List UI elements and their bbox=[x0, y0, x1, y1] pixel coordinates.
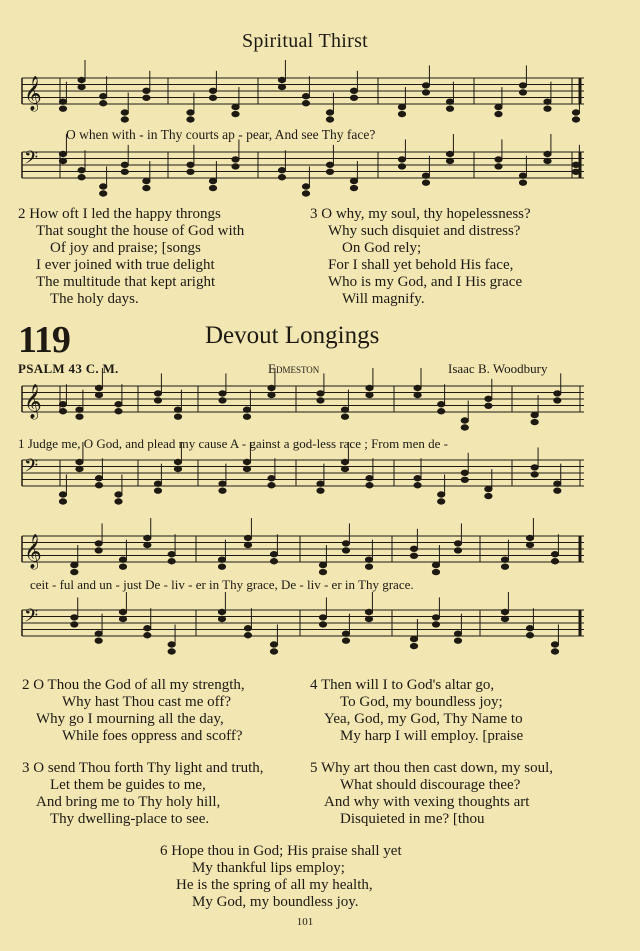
note-head bbox=[317, 398, 324, 403]
note-head bbox=[319, 562, 326, 567]
note-head bbox=[59, 151, 66, 156]
verse-line: Disquieted in me? [thou bbox=[340, 811, 485, 827]
note-head bbox=[454, 541, 461, 546]
verse-line: To God, my boundless joy; bbox=[340, 694, 503, 710]
note-head bbox=[71, 562, 78, 567]
note-head bbox=[270, 552, 277, 557]
note-head bbox=[551, 552, 558, 557]
note-head bbox=[144, 542, 151, 547]
note-head bbox=[218, 564, 225, 569]
note-head bbox=[144, 626, 151, 631]
note-head bbox=[95, 392, 102, 397]
note-head bbox=[531, 419, 538, 424]
note-head bbox=[398, 104, 405, 109]
hymn-119-verse-3 bbox=[22, 760, 264, 828]
note-head bbox=[432, 569, 439, 574]
note-head bbox=[432, 615, 439, 620]
note-head bbox=[76, 466, 83, 471]
note-head bbox=[78, 168, 85, 173]
note-head bbox=[59, 409, 66, 414]
note-head bbox=[95, 476, 102, 481]
note-head bbox=[95, 638, 102, 643]
verse-line: For I shall yet behold His face, bbox=[328, 257, 514, 273]
note-head bbox=[209, 185, 216, 190]
note-head bbox=[342, 541, 349, 546]
note-head bbox=[414, 392, 421, 397]
note-head bbox=[243, 466, 250, 471]
note-head bbox=[544, 158, 551, 163]
note-head bbox=[174, 466, 181, 471]
note-head bbox=[115, 402, 122, 407]
note-head bbox=[168, 642, 175, 647]
note-head bbox=[554, 488, 561, 493]
note-head bbox=[446, 158, 453, 163]
note-head bbox=[554, 398, 561, 403]
note-head bbox=[544, 151, 551, 156]
verse-line: I ever joined with true delight bbox=[36, 257, 215, 273]
note-head bbox=[78, 175, 85, 180]
treble-clef: 𝄞 bbox=[24, 76, 42, 111]
note-head bbox=[519, 83, 526, 88]
note-head bbox=[232, 164, 239, 169]
note-head bbox=[485, 486, 492, 491]
note-head bbox=[531, 465, 538, 470]
hymn-118-lyric-line: O when with - in Thy courts ap - pear, And see Thy face? bbox=[66, 127, 376, 142]
note-head bbox=[168, 552, 175, 557]
note-head bbox=[317, 391, 324, 396]
note-head bbox=[326, 117, 333, 122]
note-head bbox=[485, 403, 492, 408]
bass-clef: 𝄢 bbox=[24, 456, 39, 481]
note-head bbox=[143, 178, 150, 183]
note-head bbox=[422, 83, 429, 88]
tune-name: Edmeston bbox=[268, 361, 320, 376]
note-head bbox=[278, 175, 285, 180]
note-head bbox=[95, 483, 102, 488]
note-head bbox=[218, 616, 225, 621]
note-head bbox=[410, 546, 417, 551]
verse-line: Let them be guides to me, bbox=[50, 777, 206, 793]
note-head bbox=[218, 557, 225, 562]
note-head bbox=[59, 492, 66, 497]
note-head bbox=[366, 483, 373, 488]
hymn-number: 119 bbox=[18, 319, 70, 361]
note-head bbox=[526, 542, 533, 547]
hymn-119-title: Devout Longings bbox=[205, 322, 380, 349]
note-head bbox=[143, 185, 150, 190]
note-head bbox=[59, 99, 66, 104]
note-head bbox=[119, 557, 126, 562]
note-head bbox=[319, 622, 326, 627]
note-head bbox=[144, 535, 151, 540]
note-head bbox=[119, 609, 126, 614]
note-head bbox=[501, 616, 508, 621]
note-head bbox=[454, 638, 461, 643]
note-head bbox=[121, 110, 128, 115]
note-head bbox=[454, 631, 461, 636]
note-head bbox=[209, 88, 216, 93]
verse-line: 5 Why art thou then cast down, my soul, bbox=[310, 760, 554, 776]
note-head bbox=[572, 117, 579, 122]
note-head bbox=[572, 169, 579, 174]
note-head bbox=[317, 488, 324, 493]
note-head bbox=[398, 157, 405, 162]
note-head bbox=[342, 548, 349, 553]
note-head bbox=[342, 631, 349, 636]
hymn-119-verse-6 bbox=[160, 843, 402, 911]
note-head bbox=[219, 398, 226, 403]
note-head bbox=[100, 94, 107, 99]
note-head bbox=[414, 385, 421, 390]
note-head bbox=[119, 616, 126, 621]
note-head bbox=[485, 493, 492, 498]
note-head bbox=[268, 385, 275, 390]
verse-line: Why such disquiet and distress? bbox=[328, 223, 521, 239]
verse-line: And why with vexing thoughts art bbox=[324, 794, 530, 810]
note-head bbox=[519, 90, 526, 95]
note-head bbox=[446, 106, 453, 111]
note-head bbox=[438, 499, 445, 504]
hymn-118-verse-3 bbox=[310, 206, 531, 308]
note-head bbox=[270, 649, 277, 654]
note-head bbox=[302, 184, 309, 189]
note-head bbox=[71, 569, 78, 574]
note-head bbox=[121, 117, 128, 122]
note-head bbox=[95, 548, 102, 553]
note-head bbox=[187, 162, 194, 167]
note-head bbox=[232, 111, 239, 116]
note-head bbox=[495, 157, 502, 162]
composer: Isaac B. Woodbury bbox=[448, 361, 548, 376]
hymn-119-verse-4 bbox=[310, 677, 523, 745]
note-head bbox=[174, 459, 181, 464]
note-head bbox=[59, 158, 66, 163]
note-head bbox=[143, 95, 150, 100]
verse-line: While foes oppress and scoff? bbox=[62, 728, 243, 744]
note-head bbox=[278, 77, 285, 82]
verse-line: Who is my God, and I His grace bbox=[328, 274, 523, 290]
note-head bbox=[365, 564, 372, 569]
note-head bbox=[154, 391, 161, 396]
note-head bbox=[115, 492, 122, 497]
note-head bbox=[398, 111, 405, 116]
note-head bbox=[410, 643, 417, 648]
note-head bbox=[209, 95, 216, 100]
note-head bbox=[71, 615, 78, 620]
note-head bbox=[526, 633, 533, 638]
note-head bbox=[76, 459, 83, 464]
note-head bbox=[187, 110, 194, 115]
note-head bbox=[243, 414, 250, 419]
verse-line: Will magnify. bbox=[342, 291, 425, 307]
note-head bbox=[78, 84, 85, 89]
note-head bbox=[414, 476, 421, 481]
note-head bbox=[501, 564, 508, 569]
note-head bbox=[454, 548, 461, 553]
treble-clef: 𝄞 bbox=[24, 534, 42, 569]
note-head bbox=[76, 407, 83, 412]
psalm-meter: PSALM 43 C. M. bbox=[18, 361, 119, 376]
hymn-118-title: Spiritual Thirst bbox=[241, 30, 369, 52]
note-head bbox=[410, 636, 417, 641]
hymn-119-verse-2 bbox=[22, 677, 245, 745]
note-head bbox=[365, 609, 372, 614]
note-head bbox=[218, 609, 225, 614]
note-head bbox=[219, 391, 226, 396]
note-head bbox=[319, 615, 326, 620]
note-head bbox=[78, 77, 85, 82]
note-head bbox=[366, 385, 373, 390]
note-head bbox=[342, 638, 349, 643]
note-head bbox=[244, 542, 251, 547]
note-head bbox=[341, 414, 348, 419]
note-head bbox=[461, 418, 468, 423]
note-head bbox=[302, 94, 309, 99]
note-head bbox=[495, 104, 502, 109]
note-head bbox=[144, 633, 151, 638]
verse-line: Thy dwelling-place to see. bbox=[50, 811, 210, 827]
note-head bbox=[446, 99, 453, 104]
note-head bbox=[526, 626, 533, 631]
note-head bbox=[115, 499, 122, 504]
note-head bbox=[572, 162, 579, 167]
note-head bbox=[461, 477, 468, 482]
note-head bbox=[365, 557, 372, 562]
note-head bbox=[59, 499, 66, 504]
note-head bbox=[121, 162, 128, 167]
note-head bbox=[174, 407, 181, 412]
verse-line: 3 O send Thou forth Thy light and truth, bbox=[22, 760, 264, 776]
note-head bbox=[95, 631, 102, 636]
note-head bbox=[244, 535, 251, 540]
verse-line: Of joy and praise; [songs bbox=[50, 240, 201, 256]
treble-clef: 𝄞 bbox=[24, 384, 42, 419]
note-head bbox=[461, 425, 468, 430]
note-head bbox=[519, 173, 526, 178]
note-head bbox=[244, 626, 251, 631]
note-head bbox=[268, 476, 275, 481]
verse-line: And bring me to Thy holy hill, bbox=[36, 794, 221, 810]
note-head bbox=[350, 178, 357, 183]
note-head bbox=[244, 633, 251, 638]
note-head bbox=[168, 559, 175, 564]
note-head bbox=[268, 483, 275, 488]
note-head bbox=[501, 557, 508, 562]
verse-line: On God rely; bbox=[342, 240, 422, 256]
hymn-118-verse-2 bbox=[18, 206, 244, 308]
note-head bbox=[95, 541, 102, 546]
verse-line: 2 O Thou the God of all my strength, bbox=[22, 677, 245, 693]
hymn-119-verse-5 bbox=[310, 760, 553, 828]
note-head bbox=[59, 106, 66, 111]
note-head bbox=[350, 185, 357, 190]
verse-line: The multitude that kept aright bbox=[36, 274, 216, 290]
note-head bbox=[270, 642, 277, 647]
note-head bbox=[243, 459, 250, 464]
note-head bbox=[432, 622, 439, 627]
note-head bbox=[366, 476, 373, 481]
hymn-119-lyric-line-1: 1 Judge me, O God, and plead my cause A - gainst a god-less race ; From men de - bbox=[18, 436, 448, 451]
note-head bbox=[95, 385, 102, 390]
note-head bbox=[554, 391, 561, 396]
verse-line: 3 O why, my soul, thy hopelessness? bbox=[310, 206, 531, 222]
note-head bbox=[422, 173, 429, 178]
note-head bbox=[119, 564, 126, 569]
note-head bbox=[398, 164, 405, 169]
verse-line: Yea, God, my God, Thy Name to bbox=[324, 711, 523, 727]
note-head bbox=[438, 402, 445, 407]
note-head bbox=[544, 99, 551, 104]
note-head bbox=[302, 101, 309, 106]
note-head bbox=[519, 180, 526, 185]
note-head bbox=[446, 151, 453, 156]
note-head bbox=[187, 117, 194, 122]
bass-clef: 𝄢 bbox=[24, 606, 39, 631]
note-head bbox=[341, 459, 348, 464]
note-head bbox=[551, 642, 558, 647]
note-head bbox=[495, 111, 502, 116]
note-head bbox=[143, 88, 150, 93]
note-head bbox=[59, 402, 66, 407]
note-head bbox=[544, 106, 551, 111]
verse-line: What should discourage thee? bbox=[340, 777, 521, 793]
verse-line: The holy days. bbox=[50, 291, 139, 307]
note-head bbox=[319, 569, 326, 574]
note-head bbox=[209, 178, 216, 183]
note-head bbox=[232, 104, 239, 109]
note-head bbox=[341, 407, 348, 412]
note-head bbox=[551, 649, 558, 654]
note-head bbox=[410, 553, 417, 558]
note-head bbox=[350, 95, 357, 100]
note-head bbox=[365, 616, 372, 621]
note-head bbox=[168, 649, 175, 654]
note-head bbox=[531, 472, 538, 477]
note-head bbox=[438, 409, 445, 414]
note-head bbox=[278, 168, 285, 173]
note-head bbox=[187, 169, 194, 174]
note-head bbox=[268, 392, 275, 397]
note-head bbox=[350, 88, 357, 93]
verse-line: My thankful lips employ; bbox=[192, 860, 345, 876]
note-head bbox=[572, 110, 579, 115]
verse-line: 4 Then will I to God's altar go, bbox=[310, 677, 495, 693]
note-head bbox=[174, 414, 181, 419]
note-head bbox=[154, 481, 161, 486]
hymn-119-lyric-line-2: ceit - ful and un - just De - liv - er in Thy grace, De - liv - er in Thy grace. bbox=[30, 577, 414, 592]
verse-line: My harp I will employ. [praise bbox=[340, 728, 524, 744]
note-head bbox=[154, 398, 161, 403]
note-head bbox=[485, 396, 492, 401]
note-head bbox=[219, 481, 226, 486]
note-head bbox=[326, 110, 333, 115]
note-heads bbox=[59, 60, 579, 654]
verse-line: Why hast Thou cast me off? bbox=[62, 694, 231, 710]
note-head bbox=[100, 101, 107, 106]
verse-line: 6 Hope thou in God; His praise shall yet bbox=[160, 843, 402, 859]
note-head bbox=[461, 470, 468, 475]
note-head bbox=[501, 609, 508, 614]
note-head bbox=[438, 492, 445, 497]
note-head bbox=[270, 559, 277, 564]
note-head bbox=[495, 164, 502, 169]
note-head bbox=[76, 414, 83, 419]
note-head bbox=[326, 162, 333, 167]
note-head bbox=[531, 412, 538, 417]
note-head bbox=[121, 169, 128, 174]
note-head bbox=[100, 184, 107, 189]
note-head bbox=[432, 562, 439, 567]
note-head bbox=[232, 157, 239, 162]
note-head bbox=[326, 169, 333, 174]
page-number: 101 bbox=[296, 916, 314, 928]
note-head bbox=[115, 409, 122, 414]
note-head bbox=[219, 488, 226, 493]
note-head bbox=[243, 407, 250, 412]
verse-line: He is the spring of all my health, bbox=[176, 877, 373, 893]
note-head bbox=[341, 466, 348, 471]
verse-line: My God, my boundless joy. bbox=[192, 894, 359, 910]
verse-line: 2 How oft I led the happy throngs bbox=[18, 206, 221, 222]
note-head bbox=[526, 535, 533, 540]
note-head bbox=[554, 481, 561, 486]
note-head bbox=[551, 559, 558, 564]
verse-line: That sought the house of God with bbox=[36, 223, 245, 239]
note-head bbox=[100, 191, 107, 196]
verse-line: Why go I mourning all the day, bbox=[36, 711, 224, 727]
note-head bbox=[71, 622, 78, 627]
note-head bbox=[414, 483, 421, 488]
note-head bbox=[302, 191, 309, 196]
note-head bbox=[317, 481, 324, 486]
note-head bbox=[366, 392, 373, 397]
note-head bbox=[154, 488, 161, 493]
note-head bbox=[422, 90, 429, 95]
bass-clef: 𝄢 bbox=[24, 148, 39, 173]
note-head bbox=[422, 180, 429, 185]
note-head bbox=[278, 84, 285, 89]
